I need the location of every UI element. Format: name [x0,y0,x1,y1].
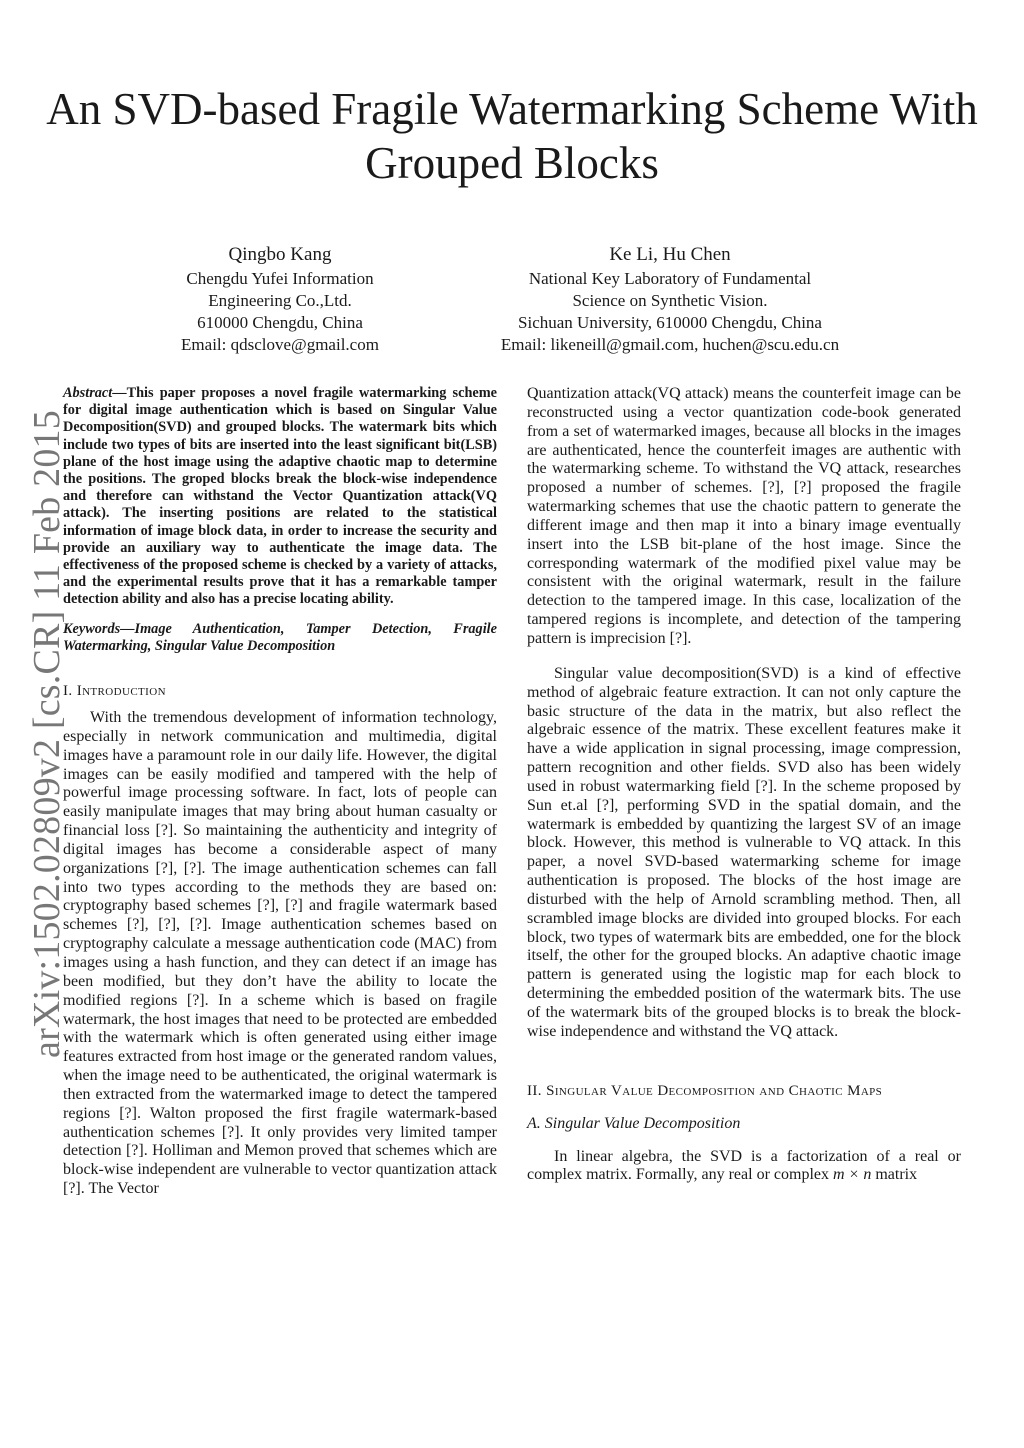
paragraph-text-tail: matrix [875,1166,918,1184]
arxiv-stamp: arXiv:1502.02809v2 [cs.CR] 11 Feb 2015 [26,410,68,1058]
author-email: Email: likeneill@gmail.com, huchen@scu.edu.cn [500,335,840,354]
math-expression: m × n [832,1166,872,1184]
author-block-1 [130,242,430,356]
paper-title: An SVD-based Fragile Watermarking Scheme With Grouped Blocks [46,84,978,188]
author-email: Email: qdsclove@gmail.com [181,335,379,354]
body-paragraph-svd: Singular value decomposition(SVD) is a kind of effective method of algebraic feature extraction. It can not only capture the basic structure of the data in the matrix, but also reflect the algebraic essence of the matrix. These excellent features make it have a wide application in signal processing, image compression, pattern recognition and other fields. SVD also has been widely used in robust watermarking field [?]. In the scheme proposed by Sun et.al [?], performing SVD in the spatial domain, and the watermark is embedded by quantizing the largest SV of an image block. However, this method is vulnerable to VQ attack. In this paper, a novel SVD-based watermarking scheme for image authentication is proposed. The blocks of the host image are disturbed with the help of Arnold scrambling method. Then, all scrambled image blocks are divided into grouped blocks. For each block, two types of watermark bits are embedded, one for the block itself, the other for the grouped blocks. An adaptive chaotic image pattern is generated using the logistic map for each block to determining the embedded position of the watermark bits. The use of the watermark bits of the grouped blocks is to break the block-wise independence and withstand the VQ attack. [527,664,961,1040]
author-affiliation-line: Science on Synthetic Vision. [572,291,768,310]
left-column [63,385,497,1199]
abstract [63,385,497,609]
introduction-paragraph: With the tremendous development of information technology, especially in network communication and multimedia, digital images have a paramount role in our daily life. However, the digital images can be easily modified and tampered with the help of powerful image processing software. In fact, lots of people can easily manipulate images that may bring about human casualty or financial loss [?]. So maintaining the authenticity and integrity of digital images has become a considerable aspect of many organizations [?], [?]. The image authentication schemes can fall into two types according to the methods they are based on: cryptography based schemes [?], [?] and fragile watermark based schemes [?], [?], [?]. Image authentication schemes based on cryptography calculate a message authentication code (MAC) from images using a hash function, and they can detect if an image has been modified, but they don’t have the ability to locate the modified regions [?]. In a scheme which is based on fragile watermark, the host images that need to be protected are embedded with the watermark which is often generated using either image features extracted from host image or the generated random values, when the image need to be authenticated, the original watermark is then extracted from the watermarked image to detect the tampered regions [?]. Walton proposed the first fragile watermark-based authentication schemes [?]. It only provides very limited tamper detection [?]. Holliman and Memon proved that schemes which are block-wise independent are vulnerable to vector quantization attack [?]. The Vector [63,709,497,1198]
author-name: Ke Li, Hu Chen [609,244,731,265]
body-paragraph-vq: Quantization attack(VQ attack) means the counterfeit image can be reconstructed using a vector quantization code-book generated from a set of watermarked images, because all blocks in the images are authenticated, hence the counterfeit images are authentic with the watermarking scheme. To withstand the VQ attack, researches proposed a number of schemes. [?], [?] proposed the fragile watermarking schemes that use the chaotic pattern to generate the different image and then map it into a binary image eventually insert into the LSB bit-plane of the host image. Since the corresponding watermark of the modified pixel value may be consistent with the original watermark, result in the failure detection to the tampered image. In this case, localization of the tampered regions is incomplete, and detection of the tampering pattern is imprecision [?]. [527,385,961,647]
keywords-label: Keywords [63,620,121,637]
paragraph-text: In linear algebra, the SVD is a factorization of a real or complex matrix. Formally, any real or complex [527,1147,961,1184]
author-affiliation-line: Sichuan University, 610000 Chengdu, China [518,313,822,332]
body-paragraph-linear-algebra [527,1148,961,1186]
abstract-text: —This paper proposes a novel fragile watermarking scheme for digital image authentication which is based on Singular Value Decomposition(SVD) and grouped blocks. The watermark bits which include two types of bits are inserted into the least significant bit(LSB) plane of the host image using the adaptive chaotic map to determine the positions. The groped blocks break the block-wise independence and therefore can withstand the Vector Quantization attack(VQ attack). The inserting positions are related to the statistical information of image block data, in order to increase the security and provide an auxiliary way to authenticate the image data. The effectiveness of the proposed scheme is checked by a variety of attacks, and the experimental results prove that it has a remarkable tamper detection ability and also has a precise locating ability. [63,385,497,608]
section-heading-svd-chaotic [527,1082,961,1101]
author-affiliation-line: National Key Laboratory of Fundamental [528,269,812,288]
abstract-label: Abstract [63,385,113,401]
section-heading-text: II. Singular Value Decomposition and Chaotic Maps [527,1082,883,1099]
keywords [63,621,497,655]
author-block-2 [470,242,870,356]
right-column [527,385,961,1185]
author-affiliation-line: Engineering Co.,Ltd. [208,291,352,310]
subsection-heading-svd: A. Singular Value Decomposition [527,1114,741,1132]
section-heading-text: I. Introduction [63,683,166,700]
section-heading-introduction [63,682,497,701]
author-affiliation-line: Chengdu Yufei Information [186,269,374,288]
author-affiliation-line: 610000 Chengdu, China [197,313,363,332]
author-name: Qingbo Kang [228,244,332,265]
keywords-text: —Image Authentication, Tamper Detection, Fragile Watermarking, Singular Value Decomposition [63,620,497,654]
